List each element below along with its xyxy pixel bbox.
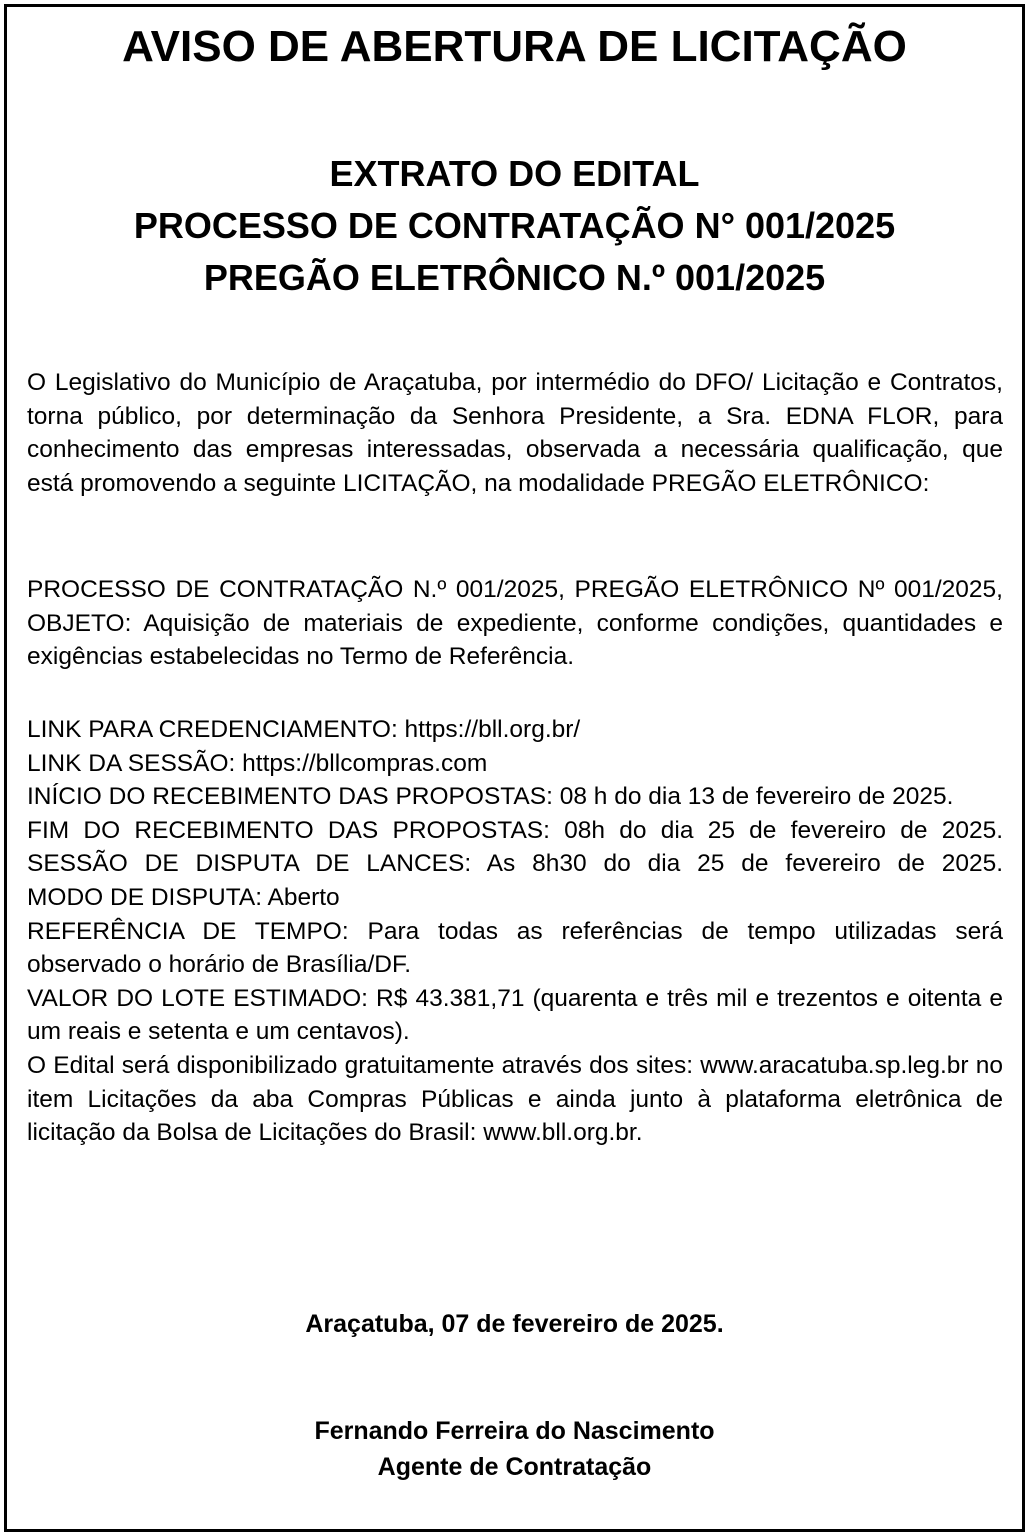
subtitle-extrato: EXTRATO DO EDITAL (329, 153, 700, 194)
valor-lote: VALOR DO LOTE ESTIMADO: R$ 43.381,71 (quarenta e três mil e trezentos e oitenta e um reais e setenta e um centavos). (27, 984, 1003, 1046)
inicio-recebimento: INÍCIO DO RECEBIMENTO DAS PROPOSTAS: 08 h do dia 13 de fevereiro de 2025. (27, 783, 954, 811)
subtitle-processo: PROCESSO DE CONTRATAÇÃO N° 001/2025 (133, 205, 896, 246)
details-section (27, 713, 1003, 1150)
sessao-disputa: SESSÃO DE DISPUTA DE LANCES: As 8h30 do dia 25 de fevereiro de 2025. (27, 850, 1003, 878)
signer-name: Fernando Ferreira do Nascimento (314, 1417, 715, 1445)
referencia-tempo: REFERÊNCIA DE TEMPO: Para todas as referências de tempo utilizadas será observado o horário de Brasília/DF. (27, 917, 1003, 979)
modo-disputa: MODO DE DISPUTA: Aberto (27, 883, 340, 911)
link-sessao: LINK DA SESSÃO: https://bllcompras.com (27, 749, 488, 777)
signer-role: Agente de Contratação (377, 1453, 652, 1481)
subtitle-block (7, 148, 1022, 304)
document-date: Araçatuba, 07 de fevereiro de 2025. (305, 1310, 724, 1338)
intro-paragraph: O Legislativo do Município de Araçatuba, por intermédio do DFO/ Licitação e Contratos, torna público, por determinação da Senhora Presidente, a Sra. EDNA FLOR, para conhecimento das empresas interessadas, observada a necessária qualificação, que está promovendo a seguinte LICITAÇÃO, na modalidade PREGÃO ELETRÔNICO: (27, 369, 1003, 497)
subtitle-pregao: PREGÃO ELETRÔNICO N.º 001/2025 (203, 257, 826, 298)
edital-disponibilidade: O Edital será disponibilizado gratuitamente através dos sites: www.aracatuba.sp.leg.br no item Licitações da aba Compras Públicas e ainda junto à plataforma eletrônica de licitação da Bolsa de Licitações do Brasil: www.bll.org.br. (27, 1051, 1003, 1147)
signature-block (7, 1413, 1022, 1485)
page-title: AVISO DE ABERTURA DE LICITAÇÃO (122, 22, 907, 71)
link-credenciamento: LINK PARA CREDENCIAMENTO: https://bll.org.br/ (27, 716, 581, 743)
fim-recebimento: FIM DO RECEBIMENTO DAS PROPOSTAS: 08h do dia 25 de fevereiro de 2025. (27, 816, 1003, 844)
process-paragraph: PROCESSO DE CONTRATAÇÃO N.º 001/2025, PREGÃO ELETRÔNICO Nº 001/2025, OBJETO: Aquisição de materiais de expediente, conforme condições, quantidades e exigências estabelecidas no Termo de Referência. (27, 576, 1003, 671)
document-border (4, 4, 1025, 1532)
